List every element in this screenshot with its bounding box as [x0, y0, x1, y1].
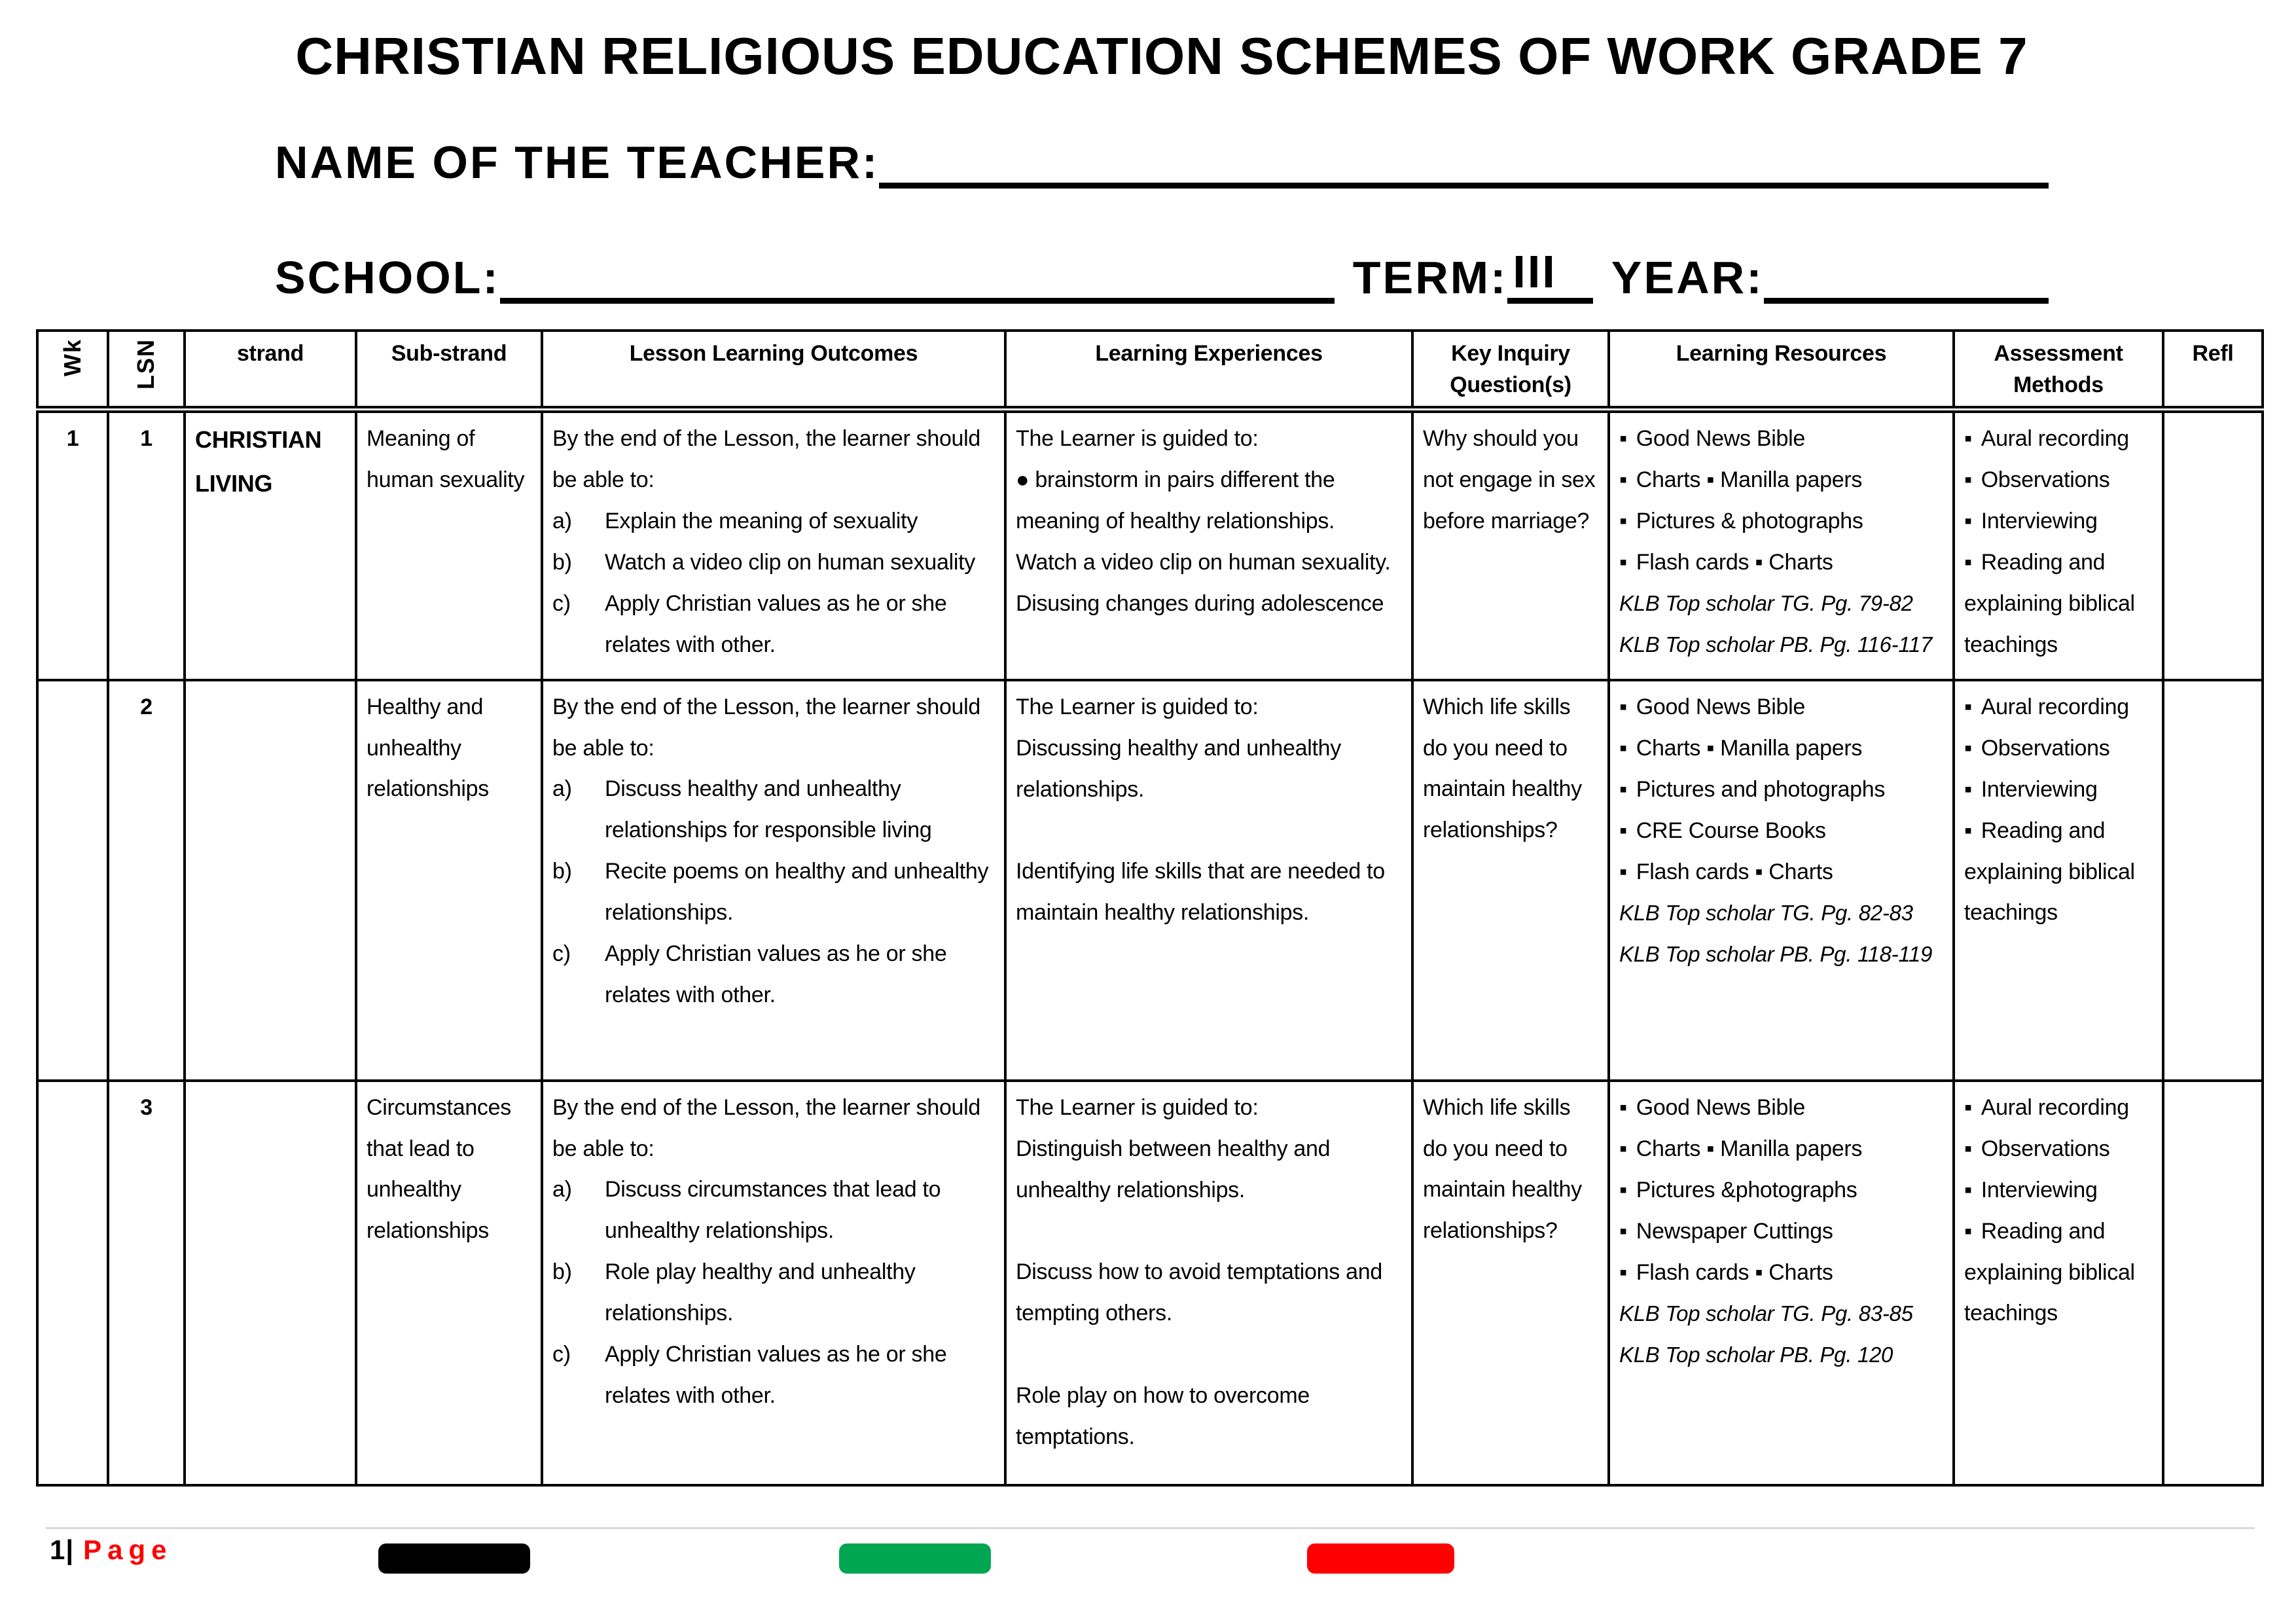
refl-cell: [2163, 1081, 2263, 1485]
bullet-icon: ▪: [1619, 509, 1627, 534]
sub-strand-cell: Healthy and unhealthy relationships: [356, 680, 542, 1081]
school-blank-line: [500, 253, 1335, 304]
outcome-item: c) Apply Christian values as he or she relates with other.: [552, 941, 947, 1007]
table-row: [37, 410, 2263, 680]
assessment-item: ▪ Aural recording: [1964, 426, 2129, 452]
bullet-icon: ▪: [1964, 1136, 1972, 1161]
assessment-item: ▪ Observations: [1964, 735, 2110, 761]
sub-strand-cell: Circumstances that lead to unhealthy relationships: [356, 1081, 542, 1485]
resource-item: ▪ Flash cards ▪ Charts: [1619, 1259, 1833, 1285]
bullet-icon: ▪: [1964, 509, 1972, 534]
teacher-blank-line: [879, 137, 2049, 189]
assessment-item: ▪ Reading and explaining biblical teachings: [1964, 818, 2135, 926]
school-field-row: [275, 245, 2049, 304]
resources-cell: [1609, 410, 1954, 680]
bullet-icon: ▪: [1619, 818, 1627, 843]
key-inquiry-cell: Which life skills do you need to maintain healthy relationships?: [1412, 680, 1609, 1081]
bullet-icon: ▪: [1619, 735, 1627, 761]
resource-item: ▪ Flash cards ▪ Charts: [1619, 550, 1833, 575]
page-title: CHRISTIAN RELIGIOUS EDUCATION SCHEMES OF WORK GRADE 7: [295, 27, 2028, 85]
column-header-experiences: Learning Experiences: [1005, 331, 1412, 410]
bullet-icon: ▪: [1964, 776, 1972, 802]
outcomes-intro: By the end of the Lesson, the learner should be able to:: [552, 426, 981, 493]
column-header-assessment: Assessment Methods: [1954, 331, 2163, 410]
assessment-item: ▪ Observations: [1964, 467, 2110, 493]
page-footer: [50, 1534, 173, 1566]
outcome-item: c) Apply Christian values as he or she relates with other.: [552, 1342, 947, 1408]
refl-cell: [2163, 680, 2263, 1081]
color-bar-black: [378, 1543, 530, 1574]
outcome-item: a) Explain the meaning of sexuality: [552, 508, 918, 533]
bullet-icon: ▪: [1964, 426, 1972, 452]
footer-divider: [46, 1527, 2255, 1529]
assessment-cell: [1954, 1081, 2163, 1485]
color-bar-red: [1307, 1543, 1454, 1574]
resource-item: ▪ Pictures &photographs: [1619, 1177, 1857, 1202]
strand-cell: CHRISTIAN LIVING: [185, 410, 356, 680]
bullet-icon: ▪: [1619, 694, 1627, 719]
resource-reference: KLB Top scholar TG. Pg. 83-85: [1619, 1301, 1913, 1326]
assessment-item: ▪ Aural recording: [1964, 1094, 2129, 1120]
strand-cell: [185, 680, 356, 1081]
experiences-cell: The Learner is guided to: ● brainstorm in pairs different the meaning of healthy relationships. Watch a video clip on human sexuality. Disusing changes during adolescence: [1005, 410, 1412, 680]
bullet-icon: ▪: [1619, 776, 1627, 802]
bullet-icon: ▪: [1964, 818, 1972, 843]
refl-cell: [2163, 410, 2263, 680]
assessment-item: ▪ Interviewing: [1964, 776, 2098, 802]
resource-reference: KLB Top scholar PB. Pg. 118-119: [1619, 941, 1933, 966]
bullet-icon: ▪: [1964, 694, 1972, 719]
resource-reference: KLB Top scholar PB. Pg. 116-117: [1619, 632, 1933, 657]
key-inquiry-cell: Which life skills do you need to maintain healthy relationships?: [1412, 1081, 1609, 1485]
bullet-icon: ▪: [1619, 426, 1627, 452]
resource-item: ▪ Good News Bible: [1619, 1094, 1805, 1120]
bullet-icon: ▪: [1964, 1094, 1972, 1120]
resource-item: ▪ Charts ▪ Manilla papers: [1619, 467, 1863, 493]
resource-reference: KLB Top scholar PB. Pg. 120: [1619, 1342, 1893, 1367]
assessment-cell: [1954, 680, 2163, 1081]
resource-reference: KLB Top scholar TG. Pg. 79-82: [1619, 591, 1913, 616]
year-blank-line: [1764, 253, 2049, 304]
column-header-resources: Learning Resources: [1609, 331, 1954, 410]
bullet-icon: ▪: [1619, 1177, 1627, 1202]
bullet-icon: ▪: [1964, 735, 1972, 761]
strand-cell: [185, 1081, 356, 1485]
resource-item: ▪ CRE Course Books: [1619, 818, 1826, 843]
outcome-item: c) Apply Christian values as he or she relates with other.: [552, 590, 947, 657]
teacher-label: NAME OF THE TEACHER:: [275, 137, 880, 188]
bullet-icon: ▪: [1619, 467, 1627, 493]
outcome-item: b) Recite poems on healthy and unhealthy relationships.: [552, 859, 989, 926]
bullet-icon: ▪: [1619, 1136, 1627, 1161]
outcomes-intro: By the end of the Lesson, the learner should be able to:: [552, 1094, 981, 1161]
column-header-strand: strand: [185, 331, 356, 410]
resource-item: ▪ Pictures & photographs: [1619, 509, 1863, 534]
resource-item: ▪ Charts ▪ Manilla papers: [1619, 735, 1863, 761]
resources-cell: [1609, 680, 1954, 1081]
resource-item: ▪ Good News Bible: [1619, 694, 1805, 719]
column-header-key-inquiry: Key Inquiry Question(s): [1412, 331, 1609, 410]
year-label: YEAR:: [1611, 252, 1764, 303]
resource-item: ▪ Good News Bible: [1619, 426, 1805, 452]
schemes-of-work-table: [36, 329, 2264, 1487]
assessment-item: ▪ Reading and explaining biblical teachings: [1964, 1218, 2135, 1326]
bullet-icon: ▪: [1964, 550, 1972, 575]
wk-cell: 1: [37, 410, 108, 680]
outcomes-cell: [542, 680, 1005, 1081]
outcome-item: a) Discuss healthy and unhealthy relationships for responsible living: [552, 776, 932, 843]
table-row: [37, 1081, 2263, 1485]
experiences-cell: The Learner is guided to: Discussing healthy and unhealthy relationships. Identifying life skills that are needed to maintain healthy relationships.: [1005, 680, 1412, 1081]
lsn-cell: 2: [108, 680, 185, 1081]
lsn-cell: 3: [108, 1081, 185, 1485]
column-header-wk: Wk: [37, 331, 108, 410]
resources-cell: [1609, 1081, 1954, 1485]
column-header-refl: Refl: [2163, 331, 2263, 410]
document-header: [275, 26, 2049, 303]
outcome-item: b) Role play healthy and unhealthy relationships.: [552, 1259, 916, 1326]
wk-cell: [37, 680, 108, 1081]
outcomes-cell: [542, 410, 1005, 680]
outcome-item: b) Watch a video clip on human sexuality: [552, 549, 975, 575]
column-header-lsn: LSN: [108, 331, 185, 410]
column-header-sub-strand: Sub-strand: [356, 331, 542, 410]
term-value: III: [1507, 245, 1592, 304]
bullet-icon: ▪: [1619, 1259, 1627, 1285]
table-row: [37, 680, 2263, 1081]
assessment-item: ▪ Interviewing: [1964, 509, 2098, 534]
bullet-icon: ▪: [1964, 467, 1972, 493]
outcomes-intro: By the end of the Lesson, the learner should be able to:: [552, 694, 981, 761]
bullet-icon: ▪: [1619, 859, 1627, 884]
bullet-icon: ▪: [1619, 550, 1627, 575]
outcome-item: a) Discuss circumstances that lead to unhealthy relationships.: [552, 1177, 941, 1244]
resource-reference: KLB Top scholar TG. Pg. 82-83: [1619, 900, 1913, 925]
resource-item: ▪ Charts ▪ Manilla papers: [1619, 1136, 1863, 1161]
school-label: SCHOOL:: [275, 252, 500, 303]
key-inquiry-cell: Why should you not engage in sex before marriage?: [1412, 410, 1609, 680]
wk-cell: [37, 1081, 108, 1485]
sub-strand-cell: Meaning of human sexuality: [356, 410, 542, 680]
bullet-icon: ▪: [1619, 1218, 1627, 1244]
column-header-outcomes: Lesson Learning Outcomes: [542, 331, 1005, 410]
page-number: 1: [50, 1534, 66, 1565]
bullet-icon: ▪: [1964, 1177, 1972, 1202]
experiences-cell: The Learner is guided to: Distinguish between healthy and unhealthy relationships. Discuss how to avoid temptations and tempting others. Role play on how to overcome temptations.: [1005, 1081, 1412, 1485]
term-label: TERM:: [1352, 252, 1508, 303]
assessment-item: ▪ Reading and explaining biblical teachings: [1964, 550, 2135, 657]
assessment-item: ▪ Observations: [1964, 1136, 2110, 1161]
color-bar-green: [839, 1543, 991, 1574]
lsn-cell: 1: [108, 410, 185, 680]
assessment-item: ▪ Interviewing: [1964, 1177, 2098, 1202]
resource-item: ▪ Pictures and photographs: [1619, 776, 1886, 802]
outcomes-cell: [542, 1081, 1005, 1485]
bullet-icon: ▪: [1964, 1218, 1972, 1244]
assessment-cell: [1954, 410, 2163, 680]
page-word: Page: [83, 1534, 173, 1565]
bullet-icon: ▪: [1619, 1094, 1627, 1120]
teacher-field-row: [275, 136, 2049, 189]
footer-separator: |: [65, 1534, 75, 1565]
resource-item: ▪ Newspaper Cuttings: [1619, 1218, 1833, 1244]
assessment-item: ▪ Aural recording: [1964, 694, 2129, 719]
resource-item: ▪ Flash cards ▪ Charts: [1619, 859, 1833, 884]
